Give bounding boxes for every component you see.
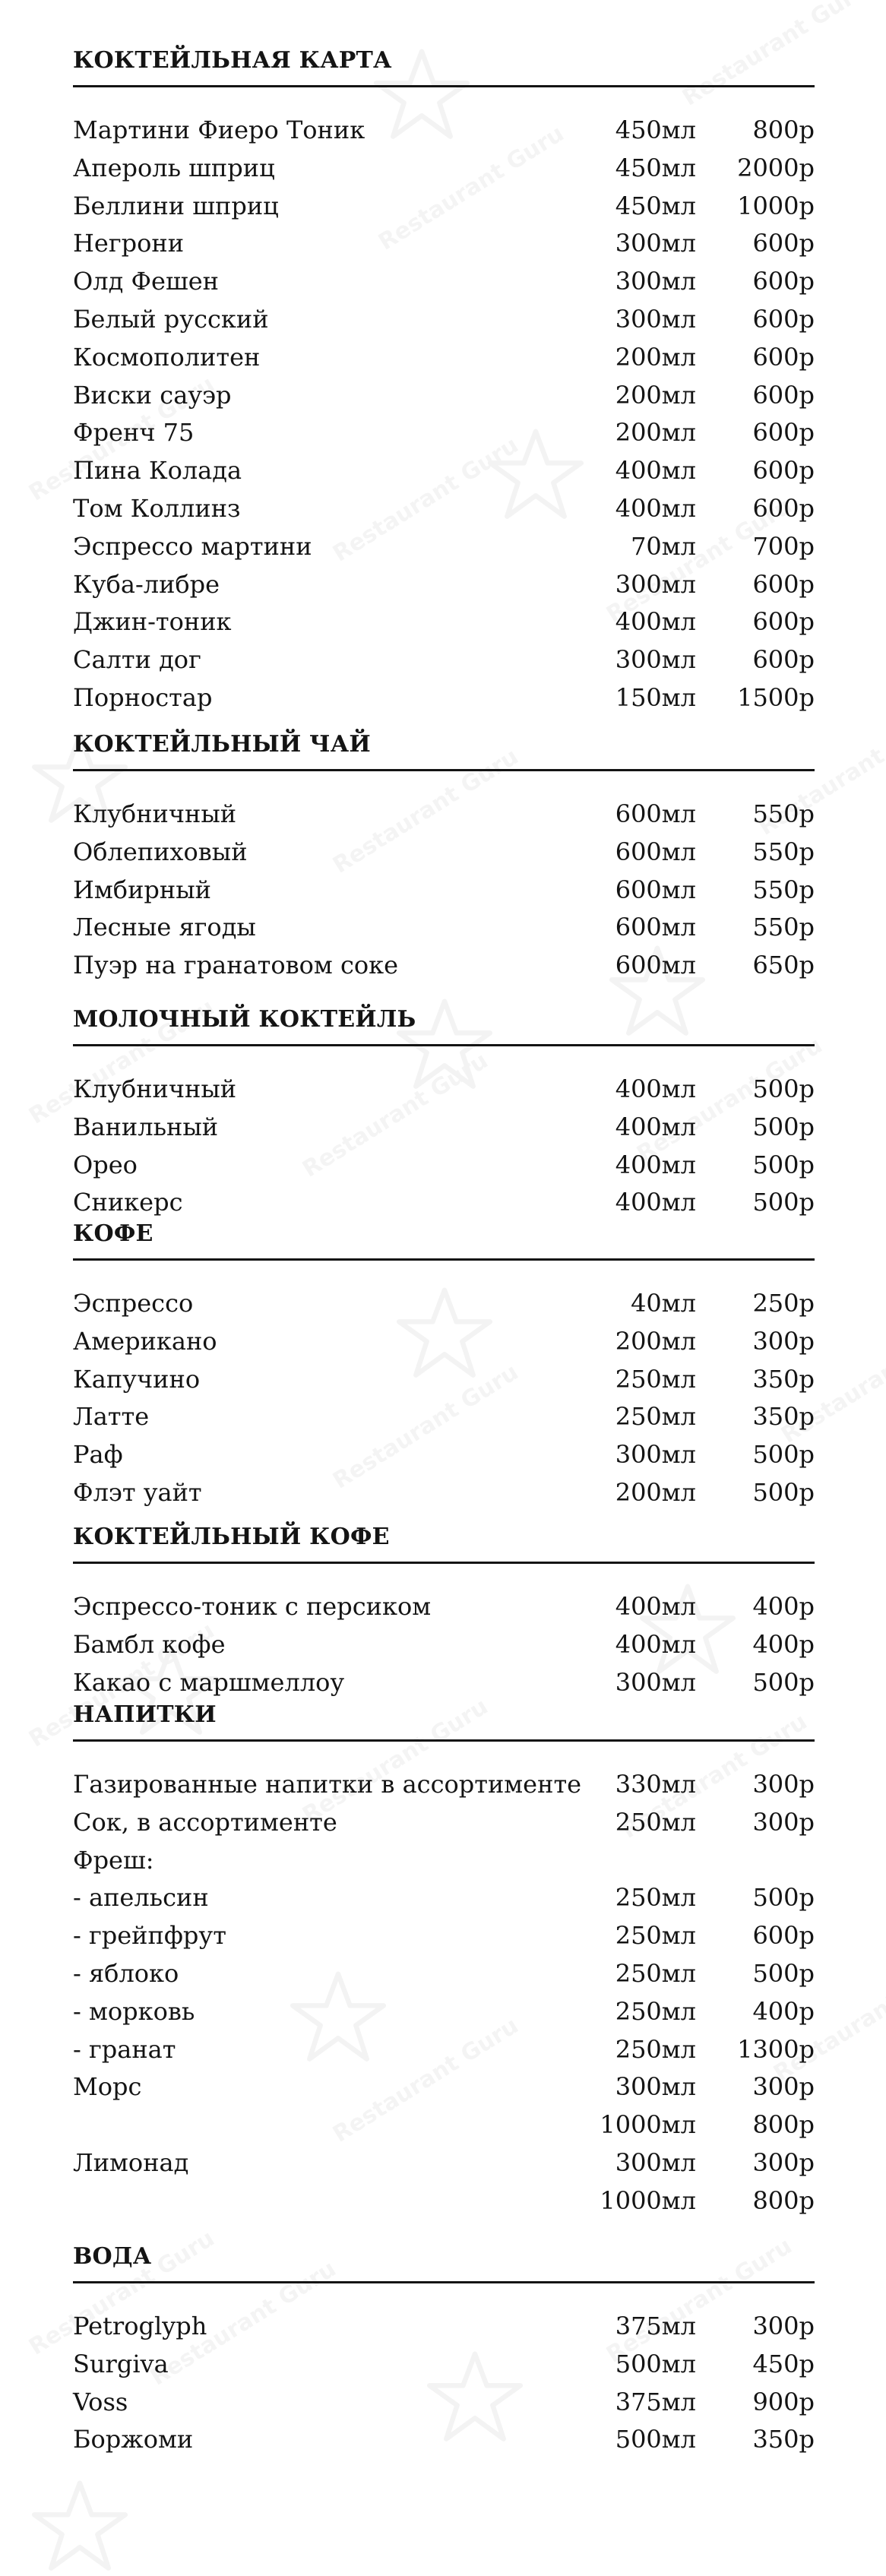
- item-price: 800р: [752, 2110, 815, 2140]
- menu-item: [73, 837, 818, 875]
- item-price: 800р: [752, 116, 815, 144]
- item-name: Джин-тоник: [73, 607, 232, 637]
- item-name: Фреш:: [73, 1845, 154, 1875]
- item-price: 300р: [752, 1326, 815, 1356]
- item-price: 550р: [752, 799, 815, 828]
- item-volume: 500мл: [615, 2425, 696, 2454]
- menu-item: [73, 116, 818, 153]
- item-name: Эспрессо мартини: [73, 531, 312, 561]
- item-name: Том Коллинз: [73, 494, 241, 523]
- item-volume: 300мл: [615, 229, 696, 258]
- item-price: 600р: [752, 607, 815, 637]
- menu-item: [73, 532, 818, 570]
- item-volume: 300мл: [615, 569, 696, 599]
- item-price: 1300р: [737, 2034, 815, 2064]
- menu-item: [73, 1846, 818, 1884]
- item-name: Petroglyph: [73, 2312, 207, 2340]
- menu-item: [73, 2035, 818, 2073]
- item-volume: 450мл: [615, 116, 696, 144]
- item-price: 350р: [752, 1402, 815, 1432]
- item-price: 500р: [752, 1959, 815, 1988]
- menu-item: [73, 1289, 818, 1327]
- section-divider: [73, 85, 815, 87]
- item-price: 250р: [752, 1289, 815, 1318]
- item-volume: 450мл: [615, 191, 696, 220]
- item-volume: 400мл: [615, 1188, 696, 1217]
- menu-item: [73, 951, 818, 989]
- menu-item: [73, 1630, 818, 1668]
- item-name: Порностар: [73, 683, 213, 712]
- item-name: Лимонад: [73, 2148, 189, 2177]
- item-price: 600р: [752, 494, 815, 523]
- item-volume: 600мл: [615, 837, 696, 866]
- item-name: Негрони: [73, 229, 185, 258]
- menu-item: [73, 2388, 818, 2426]
- menu-item: [73, 1365, 818, 1403]
- menu-item: [73, 1668, 818, 1706]
- section-divider: [73, 1739, 815, 1742]
- item-price: 600р: [752, 267, 815, 296]
- item-name: Газированные напитки в ассортименте: [73, 1770, 582, 1799]
- section-title: КОКТЕЙЛЬНАЯ КАРТА: [73, 47, 392, 74]
- item-name: Салти дог: [73, 645, 201, 675]
- item-price: 300р: [752, 2312, 815, 2340]
- menu-item: [73, 1112, 818, 1150]
- item-volume: 300мл: [615, 2072, 696, 2102]
- item-volume: 300мл: [615, 1667, 696, 1697]
- item-name: Боржоми: [73, 2425, 194, 2454]
- item-volume: 400мл: [615, 456, 696, 486]
- item-price: 500р: [752, 1667, 815, 1697]
- item-volume: 600мл: [615, 875, 696, 904]
- item-price: 300р: [752, 2148, 815, 2177]
- item-volume: 250мл: [615, 1364, 696, 1394]
- item-price: 600р: [752, 456, 815, 486]
- item-volume: 300мл: [615, 645, 696, 675]
- item-name: Латте: [73, 1402, 150, 1432]
- item-volume: 400мл: [615, 1074, 696, 1103]
- item-price: 400р: [752, 1629, 815, 1659]
- item-volume: 200мл: [615, 1326, 696, 1356]
- menu-item: [73, 1883, 818, 1921]
- item-price: 500р: [752, 1150, 815, 1179]
- item-name: Эспрессо-тоник с персиком: [73, 1592, 432, 1621]
- section-title: ВОДА: [73, 2243, 152, 2270]
- item-name: Voss: [73, 2387, 128, 2416]
- item-name: Эспрессо: [73, 1289, 194, 1318]
- menu-item: [73, 2425, 818, 2463]
- item-name: Лесные ягоды: [73, 913, 256, 942]
- item-volume: 250мл: [615, 1807, 696, 1837]
- item-price: 400р: [752, 1592, 815, 1621]
- item-volume: 450мл: [615, 153, 696, 182]
- item-price: 1500р: [737, 683, 815, 712]
- item-volume: 400мл: [615, 1112, 696, 1141]
- item-volume: 250мл: [615, 1883, 696, 1913]
- menu-item: [73, 607, 818, 645]
- menu-item: [73, 2072, 818, 2110]
- menu-item: [73, 570, 818, 608]
- item-name: Беллини шприц: [73, 191, 279, 220]
- item-price: 550р: [752, 837, 815, 866]
- item-name: Флэт уайт: [73, 1478, 202, 1507]
- item-name: Сок, в ассортименте: [73, 1807, 337, 1837]
- section-divider: [73, 1258, 815, 1261]
- item-volume: 200мл: [615, 418, 696, 448]
- item-name: Раф: [73, 1440, 123, 1470]
- item-name: Бамбл кофе: [73, 1629, 226, 1659]
- menu-item: [73, 1808, 818, 1846]
- item-name: Облепиховый: [73, 837, 248, 866]
- item-name: Ванильный: [73, 1112, 219, 1141]
- item-price: 550р: [752, 875, 815, 904]
- item-price: 600р: [752, 342, 815, 372]
- item-price: 1000р: [737, 191, 815, 220]
- item-volume: 300мл: [615, 1440, 696, 1470]
- item-price: 700р: [752, 531, 815, 561]
- section-divider: [73, 769, 815, 771]
- item-volume: 300мл: [615, 305, 696, 334]
- item-name: Мартини Фиеро Тоник: [73, 116, 365, 144]
- item-volume: 200мл: [615, 1478, 696, 1507]
- item-volume: 400мл: [615, 1150, 696, 1179]
- item-price: 2000р: [737, 153, 815, 182]
- menu-item: [73, 191, 818, 229]
- item-price: 350р: [752, 2425, 815, 2454]
- item-volume: 400мл: [615, 494, 696, 523]
- menu-item: [73, 1478, 818, 1516]
- item-price: 500р: [752, 1188, 815, 1217]
- item-price: 600р: [752, 645, 815, 675]
- item-price: 350р: [752, 1364, 815, 1394]
- item-volume: 400мл: [615, 1629, 696, 1659]
- menu-item: [73, 645, 818, 683]
- menu-item: [73, 1150, 818, 1188]
- item-name: Пуэр на гранатовом соке: [73, 951, 399, 980]
- menu-item: [73, 1921, 818, 1959]
- item-name: Орео: [73, 1150, 138, 1179]
- item-name: - гранат: [73, 2034, 176, 2064]
- item-name: Белый русский: [73, 305, 269, 334]
- menu-item: [73, 683, 818, 721]
- item-name: Surgiva: [73, 2349, 169, 2378]
- section-divider: [73, 1044, 815, 1046]
- menu-item: [73, 2350, 818, 2388]
- menu-item: [73, 1188, 818, 1226]
- item-volume: 300мл: [615, 267, 696, 296]
- item-volume: 250мл: [615, 1959, 696, 1988]
- menu-item: [73, 381, 818, 419]
- menu-item: [73, 418, 818, 456]
- item-name: Олд Фешен: [73, 267, 219, 296]
- item-price: 500р: [752, 1074, 815, 1103]
- menu-item: [73, 1440, 818, 1478]
- menu-item: [73, 1592, 818, 1630]
- item-volume: 330мл: [615, 1770, 696, 1799]
- item-name: - апельсин: [73, 1883, 209, 1913]
- item-volume: 200мл: [615, 342, 696, 372]
- item-price: 900р: [752, 2387, 815, 2416]
- menu-item: [73, 1402, 818, 1440]
- item-name: - яблоко: [73, 1959, 179, 1988]
- menu-item: [73, 913, 818, 951]
- item-price: 600р: [752, 305, 815, 334]
- item-name: - морковь: [73, 1996, 195, 2026]
- item-volume: 400мл: [615, 607, 696, 637]
- item-volume: 250мл: [615, 2034, 696, 2064]
- item-price: 600р: [752, 380, 815, 410]
- item-price: 800р: [752, 2185, 815, 2215]
- item-name: Космополитен: [73, 342, 261, 372]
- menu-item: [73, 1327, 818, 1365]
- item-volume: 250мл: [615, 1996, 696, 2026]
- item-name: Имбирный: [73, 875, 211, 904]
- item-name: Какао с маршмеллоу: [73, 1667, 345, 1697]
- item-name: Френч 75: [73, 418, 195, 448]
- item-price: 650р: [752, 951, 815, 980]
- menu-item: [73, 2148, 818, 2186]
- section-title: НАПИТКИ: [73, 1701, 217, 1728]
- item-volume: 200мл: [615, 380, 696, 410]
- item-volume: 300мл: [615, 2148, 696, 2177]
- item-price: 550р: [752, 913, 815, 942]
- item-volume: 600мл: [615, 799, 696, 828]
- item-name: Морс: [73, 2072, 142, 2102]
- item-price: 600р: [752, 1921, 815, 1951]
- item-name: Клубничный: [73, 799, 237, 828]
- item-name: Куба-либре: [73, 569, 220, 599]
- item-name: Клубничный: [73, 1074, 237, 1103]
- item-price: 300р: [752, 1770, 815, 1799]
- item-volume: 250мл: [615, 1402, 696, 1432]
- menu-item: [73, 2312, 818, 2350]
- menu-item: [73, 456, 818, 494]
- section-divider: [73, 2281, 815, 2283]
- section-title: КОКТЕЙЛЬНЫЙ КОФЕ: [73, 1524, 390, 1550]
- menu-item: [73, 799, 818, 837]
- menu-item: [73, 153, 818, 191]
- item-name: Виски сауэр: [73, 380, 232, 410]
- item-name: Капучино: [73, 1364, 201, 1394]
- item-name: Пина Колада: [73, 456, 242, 486]
- menu-item: [73, 494, 818, 532]
- menu-item: [73, 1770, 818, 1808]
- menu-item: [73, 1997, 818, 2035]
- item-price: 300р: [752, 2072, 815, 2102]
- menu-item: [73, 1959, 818, 1997]
- item-volume: 375мл: [615, 2387, 696, 2416]
- item-volume: 500мл: [615, 2349, 696, 2378]
- section-divider: [73, 1562, 815, 1564]
- item-volume: 400мл: [615, 1592, 696, 1621]
- item-price: 500р: [752, 1440, 815, 1470]
- item-volume: 600мл: [615, 913, 696, 942]
- item-price: 600р: [752, 418, 815, 448]
- item-price: 500р: [752, 1478, 815, 1507]
- item-name: Американо: [73, 1326, 217, 1356]
- section-title: КОФЕ: [73, 1220, 153, 1247]
- section-title: МОЛОЧНЫЙ КОКТЕЙЛЬ: [73, 1006, 416, 1033]
- item-volume: 600мл: [615, 951, 696, 980]
- item-price: 450р: [752, 2349, 815, 2378]
- item-volume: 375мл: [615, 2312, 696, 2340]
- item-price: 600р: [752, 229, 815, 258]
- item-price: 500р: [752, 1883, 815, 1913]
- item-volume: 150мл: [615, 683, 696, 712]
- item-name: - грейпфрут: [73, 1921, 226, 1951]
- item-price: 500р: [752, 1112, 815, 1141]
- item-volume: 70мл: [631, 531, 696, 561]
- item-name: Апероль шприц: [73, 153, 275, 182]
- item-price: 300р: [752, 1807, 815, 1837]
- menu-item: [73, 875, 818, 913]
- menu-item: [73, 305, 818, 343]
- item-price: 600р: [752, 569, 815, 599]
- menu-item: [73, 2186, 818, 2224]
- item-volume: 250мл: [615, 1921, 696, 1951]
- item-volume: 1000мл: [600, 2110, 696, 2140]
- item-volume: 1000мл: [600, 2185, 696, 2215]
- menu-item: [73, 229, 818, 267]
- menu-item: [73, 343, 818, 381]
- item-price: 400р: [752, 1996, 815, 2026]
- item-volume: 40мл: [631, 1289, 696, 1318]
- section-title: КОКТЕЙЛЬНЫЙ ЧАЙ: [73, 731, 371, 758]
- menu-item: [73, 267, 818, 305]
- item-name: Сникерс: [73, 1188, 183, 1217]
- menu-item: [73, 1074, 818, 1112]
- menu-item: [73, 2110, 818, 2148]
